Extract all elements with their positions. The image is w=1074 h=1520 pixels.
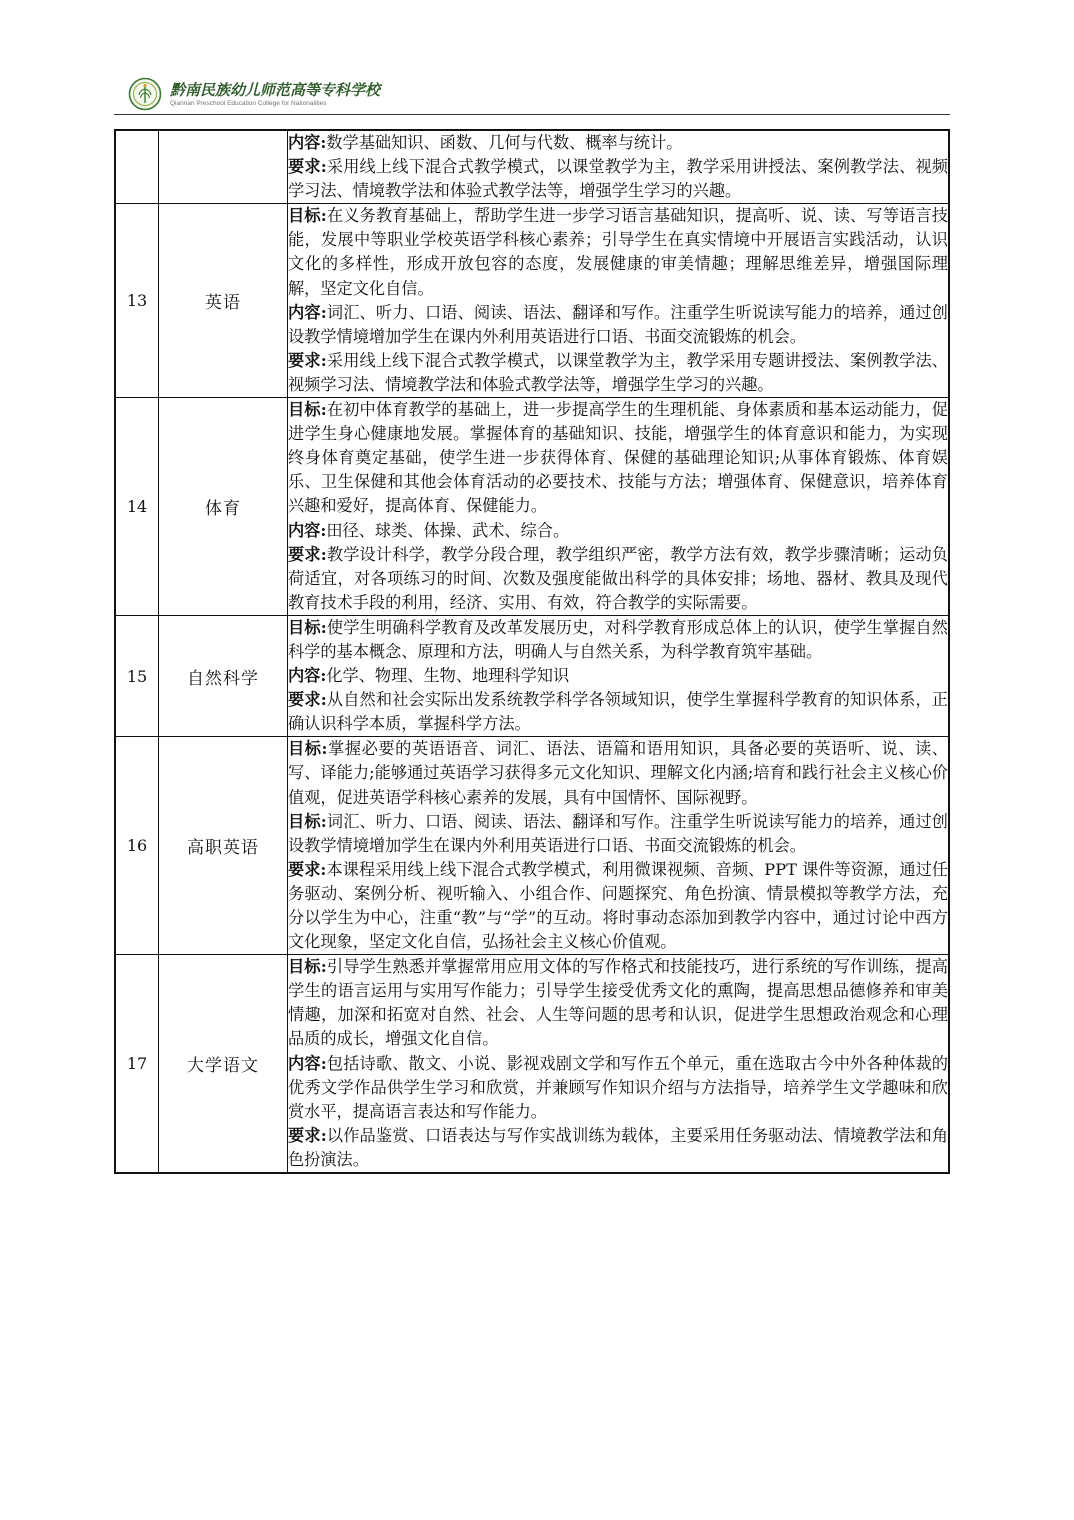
paragraph-label: 内容:: [288, 520, 327, 540]
paragraph-label: 要求:: [288, 859, 327, 879]
description-paragraph: [288, 616, 948, 664]
course-name: [159, 130, 288, 204]
table-row: [115, 615, 949, 736]
description-paragraph: [288, 543, 948, 615]
description-paragraph: [288, 349, 948, 397]
paragraph-label: 目标:: [288, 811, 327, 831]
course-number: 16: [115, 737, 159, 955]
course-name: 自然科学: [159, 615, 288, 736]
description-paragraph: [288, 955, 948, 1051]
description-paragraph: [288, 810, 948, 858]
course-number: [115, 130, 159, 204]
paragraph-label: 内容:: [288, 666, 327, 686]
course-description: [288, 615, 950, 736]
paragraph-text: 以作品鉴赏、口语表达与写作实战训练为载体，主要采用任务驱动法、情境教学法和角色扮演法。: [288, 1125, 948, 1169]
paragraph-label: 要求:: [288, 157, 327, 177]
description-paragraph: [288, 858, 948, 954]
course-name: 大学语文: [159, 955, 288, 1173]
paragraph-text: 词汇、听力、口语、阅读、语法、翻译和写作。注重学生听说读写能力的培养，通过创设教学情境增加学生在课内外利用英语进行口语、书面交流锻炼的机会。: [288, 811, 948, 855]
school-name-en: Qiannan Preschool Education College for Nationalities: [170, 99, 327, 107]
table-row: [115, 130, 949, 204]
school-logo-icon: [128, 77, 162, 111]
paragraph-label: 目标:: [288, 206, 327, 226]
paragraph-label: 目标:: [288, 739, 328, 759]
course-description: [288, 737, 950, 955]
table-row: [115, 955, 949, 1173]
header-divider: [114, 114, 950, 115]
course-name: 体育: [159, 398, 288, 616]
description-paragraph: [288, 155, 948, 203]
paragraph-text: 采用线上线下混合式教学模式，以课堂教学为主，教学采用专题讲授法、案例教学法、视频学习法、情境教学法和体验式教学法等，增强学生学习的兴趣。: [288, 350, 948, 394]
description-paragraph: [288, 398, 948, 518]
description-paragraph: [288, 301, 948, 349]
description-paragraph: [288, 688, 948, 736]
description-paragraph: [288, 204, 948, 300]
table-row: [115, 398, 949, 616]
course-number: 13: [115, 204, 159, 398]
paragraph-text: 在初中体育教学的基础上，进一步提高学生的生理机能、身体素质和基本运动能力，促进学生身心健康地发展。掌握体育的基础知识、技能，增强学生的体育意识和能力，为实现终身体育奠定基础，使学生进一步获得体育、保健的基础理论知识;从事体育锻炼、体育娱乐、卫生保健和其他会体育活动的必要技术、技能与方法；增强体育、保健意识，培养体育兴趣和爱好，提高体育、保健能力。: [288, 400, 948, 516]
paragraph-text: 数学基础知识、函数、几何与代数、概率与统计。: [326, 133, 683, 152]
paragraph-text: 包括诗歌、散文、小说、影视戏剧文学和写作五个单元，重在选取古今中外各种体裁的优秀文学作品供学生学习和欣赏，并兼顾写作知识介绍与方法指导，培养学生文学趣味和欣赏水平，提高语言表达和写作能力。: [288, 1053, 948, 1121]
description-paragraph: [288, 1124, 948, 1172]
paragraph-label: 要求:: [288, 350, 327, 370]
paragraph-text: 在义务教育基础上，帮助学生进一步学习语言基础知识，提高听、说、读、写等语言技能，发展中等职业学校英语学科核心素养；引导学生在真实情境中开展语言实践活动，认识文化的多样性，形成开放包容的态度，发展健康的审美情趣；理解思维差异，增强国际理解，坚定文化自信。: [288, 206, 948, 298]
course-description: [288, 204, 950, 398]
paragraph-label: 要求:: [288, 690, 327, 710]
paragraph-text: 教学设计科学，教学分段合理，教学组织严密，教学方法有效，教学步骤清晰；运动负荷适宜，对各项练习的时间、次数及强度能做出科学的具体安排；场地、器材、教具及现代教育技术手段的利用，经济、实用、有效，符合教学的实际需要。: [288, 544, 948, 612]
description-paragraph: [288, 737, 948, 809]
paragraph-text: 化学、物理、生物、地理科学知识: [326, 666, 570, 686]
paragraph-label: 要求:: [288, 544, 327, 564]
course-number: 17: [115, 955, 159, 1173]
page-header: [128, 74, 380, 114]
course-table: [114, 129, 950, 1174]
course-number: 15: [115, 615, 159, 736]
table-row: [115, 204, 949, 398]
paragraph-text: 本课程采用线上线下混合式教学模式，利用微课视频、音频、PPT 课件等资源，通过任务驱动、案例分析、视听输入、小组合作、问题探究、角色扮演、情景模拟等教学方法，充分以学生为中心，注重“教”与“学”的互动。将时事动态添加到教学内容中，通过讨论中西方文化现象，坚定文化自信，弘扬社会主义核心价值观。: [288, 859, 948, 952]
paragraph-label: 内容:: [288, 133, 327, 152]
paragraph-text: 使学生明确科学教育及改革发展历史，对科学教育形成总体上的认识，使学生掌握自然科学的基本概念、原理和方法，明确人与自然关系，为科学教育筑牢基础。: [288, 617, 948, 661]
paragraph-text: 词汇、听力、口语、阅读、语法、翻译和写作。注重学生听说读写能力的培养，通过创设教学情境增加学生在课内外利用英语进行口语、书面交流锻炼的机会。: [288, 302, 948, 346]
description-paragraph: [288, 519, 948, 543]
course-name: 高职英语: [159, 737, 288, 955]
paragraph-text: 田径、球类、体操、武术、综合。: [326, 520, 570, 540]
paragraph-text: 采用线上线下混合式教学模式，以课堂教学为主，教学采用讲授法、案例教学法、视频学习法、情境教学法和体验式教学法等，增强学生学习的兴趣。: [288, 157, 948, 201]
paragraph-text: 引导学生熟悉并掌握常用应用文体的写作格式和技能技巧，进行系统的写作训练，提高学生的语言运用与实用写作能力；引导学生接受优秀文化的熏陶，提高思想品德修养和审美情趣，加深和拓宽对自然、社会、人生等问题的思考和认识，促进学生思想政治观念和心理品质的成长，增强文化自信。: [288, 957, 948, 1049]
description-paragraph: [288, 131, 948, 155]
description-paragraph: [288, 664, 948, 688]
paragraph-label: 内容:: [288, 1053, 327, 1073]
paragraph-text: 从自然和社会实际出发系统教学科学各领域知识，使学生掌握科学教育的知识体系，正确认识科学本质，掌握科学方法。: [288, 690, 948, 734]
paragraph-text: 掌握必要的英语语音、词汇、语法、语篇和语用知识，具备必要的英语听、说、读、写、译能力;能够通过英语学习获得多元文化知识、理解文化内涵;培育和践行社会主义核心价值观，促进英语学科核心素养的发展，具有中国情怀、国际视野。: [288, 739, 948, 807]
paragraph-label: 目标:: [288, 400, 327, 420]
school-name-cn: 黔南民族幼儿师范高等专科学校: [170, 80, 381, 99]
course-description: [288, 955, 950, 1173]
course-number: 14: [115, 398, 159, 616]
paragraph-label: 目标:: [288, 957, 327, 977]
course-description: [288, 130, 950, 204]
course-description: [288, 398, 950, 616]
paragraph-label: 内容:: [288, 302, 327, 322]
paragraph-label: 要求:: [288, 1125, 327, 1145]
paragraph-label: 目标:: [288, 617, 327, 637]
course-name: 英语: [159, 204, 288, 398]
description-paragraph: [288, 1052, 948, 1124]
table-row: [115, 737, 949, 955]
